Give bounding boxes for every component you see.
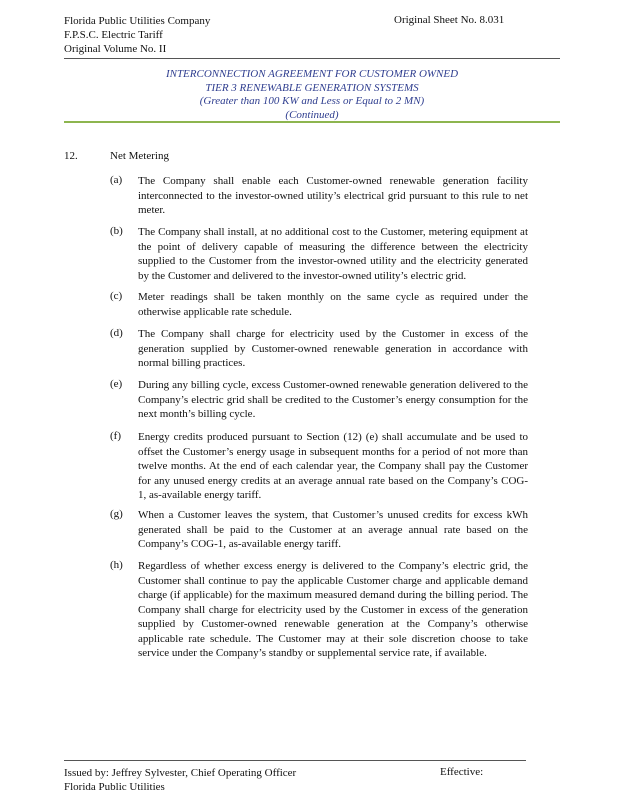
item-text: The Company shall enable each Customer-owned renewable generation facility interconnected to the investor-owned utility’s electrical grid pursuant to this rule to net meter. [138,175,528,216]
title-line-1: INTERCONNECTION AGREEMENT FOR CUSTOMER OWNED [165,68,459,80]
item-text: Meter readings shall be taken monthly on the same cycle as required under the otherwise applicable rate schedule. [138,291,528,318]
title-line-4: (Continued) [285,108,339,121]
footer-effective: Effective: [440,766,484,778]
footer-left [64,766,296,794]
header-tariff: F.P.S.C. Electric Tariff [64,29,163,41]
item-text: When a Customer leaves the system, that Customer’s unused credits for excess kWh generated shall be paid to the Customer at an average annual rate based on the Company’s COG-1, as-available energy tariff. [138,509,528,550]
item-letter: (c) [110,290,123,302]
item-text: Energy credits produced pursuant to Section (12) (e) shall accumulate and be used to offset the Customer’s energy usage in subsequent months for a period of not more than twelve months. At the end of each calendar year, the Company shall pay the Customer for any unused energy credits at an average annual rate based on the Company’s COG-1, as-available energy tariff. [138,431,528,501]
title-divider [64,121,560,123]
document-title [64,68,560,122]
header-company: Florida Public Utilities Company [64,15,211,27]
item-letter: (e) [110,378,123,390]
item-text: The Company shall install, at no additional cost to the Customer, metering equipment at the point of delivery capable of measuring the difference between the electricity supplied to the Customer from the investor-owned utility and the electricity generated by the Customer and delivered to the investor-owned utility’s electric grid. [138,226,528,282]
item-letter: (f) [110,430,121,442]
header-left [64,14,210,56]
title-line-2: TIER 3 RENEWABLE GENERATION SYSTEMS [205,81,419,94]
item-text: The Company shall charge for electricity used by the Customer in excess of the generation supplied by Customer-owned renewable generation in accordance with normal billing practices. [138,328,528,369]
section-title: Net Metering [110,150,169,162]
item-letter: (d) [110,327,123,339]
footer-company: Florida Public Utilities [64,781,165,793]
item-letter: (b) [110,225,123,237]
item-text: Regardless of whether excess energy is delivered to the Company’s electric grid, the Customer shall continue to pay the applicable Customer charge and applicable demand charge (if applicable) for the maximum measured demand during the billing period. The Company shall charge for electricity used by the Customer in excess of the generation supplied by Customer-owned renewable generation at the Company’s otherwise applicable rate schedule. The Customer may at their sole discretion choose to take service under the Company’s standby or supplemental service rate, if available. [138,560,528,659]
header-sheet: Original Sheet No. 8.031 [394,14,505,26]
item-text: During any billing cycle, excess Customer-owned renewable generation delivered to the Company’s electric grid shall be credited to the Customer’s energy consumption for the next month’s billing cycle. [138,379,528,420]
item-letter: (a) [110,174,123,186]
item-letter: (g) [110,508,123,520]
footer-issued-by: Issued by: Jeffrey Sylvester, Chief Operating Officer [64,767,297,779]
footer-divider [64,760,526,761]
item-letter: (h) [110,559,123,571]
title-line-3: (Greater than 100 KW and Less or Equal to 2 MN) [199,95,425,107]
header-divider [64,58,560,59]
header-volume: Original Volume No. II [64,43,167,55]
section-number: 12. [64,150,78,162]
